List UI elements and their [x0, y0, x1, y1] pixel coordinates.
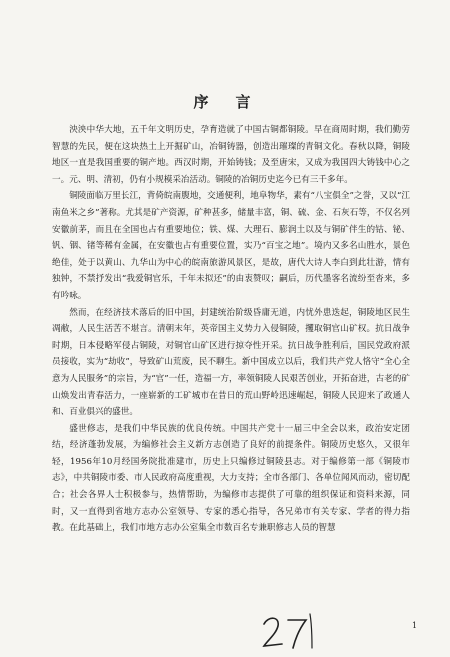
paragraph: 铜陵面临万里长江，背倚皖南腹地，交通便利，地阜物华，素有“八宝俱全”之誉，又以“江南鱼米之乡”著称。尤其是矿产资源，矿种甚多，储量丰富，铜、硫、金、石灰石等，不仅名列安徽前茅，而且在全国也占有重要地位；铁、煤、大理石、膨润土以及与铜矿伴生的钴、铋、钒、铟、锗等稀有金属，在安徽也占有重要位置，实乃“百宝之地”。境内又多名山胜水，景色绝佳，处于以黄山、九华山为中心的皖南旅游风景区，是故，唐代大诗人李白到此壮游，情有独钟，不禁抒发出“我爱铜官乐，千年未拟还”的由衷赞叹；嗣后，历代墨客名流纷至沓来，多有吟咏。 [52, 191, 410, 301]
paragraph: 然而，在经济技术落后的旧中国，封建统治阶级昏庸无道，内忧外患迭起，铜陵地区民生凋敝，人民生活苦不堪言。清朝末年，英帝国主义势力入侵铜陵，攫取铜官山矿权。抗日战争时期，日本侵略军侵占铜陵，对铜官山矿区进行掠夺性开采。抗日战争胜利后，国民党政府派员接收，实为“劫收”，导致矿山荒废，民不聊生。新中国成立以后，我们共产党人恪守“全心全意为人民服务”的宗旨，为“官”一任，造福一方，率领铜陵人民艰苦创业，开拓奋进，古老的矿山焕发出青春活力，一座崭新的工矿城市在昔日的荒山野岭迅速崛起，铜陵人民迎来了政通人和、百业俱兴的盛世。 [52, 307, 410, 418]
page-number: 1 [412, 621, 418, 630]
page-title: 序 言 [193, 93, 257, 111]
handwritten-mark [258, 608, 318, 652]
paragraph: 泱泱中华大地，五千年文明历史，孕育造就了中国古铜都铜陵。早在商周时期，我们勤劳智慧的先民，便在这块热土上开掘矿山，冶铜铸器，创造出璀璨的青铜文化。春秋以降，铜陵地区一直是我国重要的铜产地。西汉时期，开始铸钱；及至唐宋，又成为我国四大铸钱中心之一。元、明、清初，仍有小规模采冶活动。铜陵的冶铜历史迄今已有三千多年。 [52, 125, 410, 185]
paragraph: 盛世修志，是我们中华民族的优良传统。中国共产党十一届三中全会以来，政治安定团结，经济蓬勃发展，为编修社会主义新方志创造了良好的前提条件。铜陵历史悠久，又很年轻，1956年10月经国务院批准建市，历史上只编修过铜陵县志。对于编修第一部《铜陵市志》，中共铜陵市委、市人民政府高度重视，大力支持；全市各部门、各单位闻风而动，密切配合；社会各界人士积极参与，热情帮助，为编修市志提供了可靠的组织保证和资料来源，同时，又一直得到省地方志办公室领导、专家的悉心指导，各兄弟市有关专家、学者的得力指教。在此基础上，我们市地方志办公室集全市数百名专兼职修志人员的智慧 [52, 423, 410, 534]
preface-body [52, 122, 410, 537]
